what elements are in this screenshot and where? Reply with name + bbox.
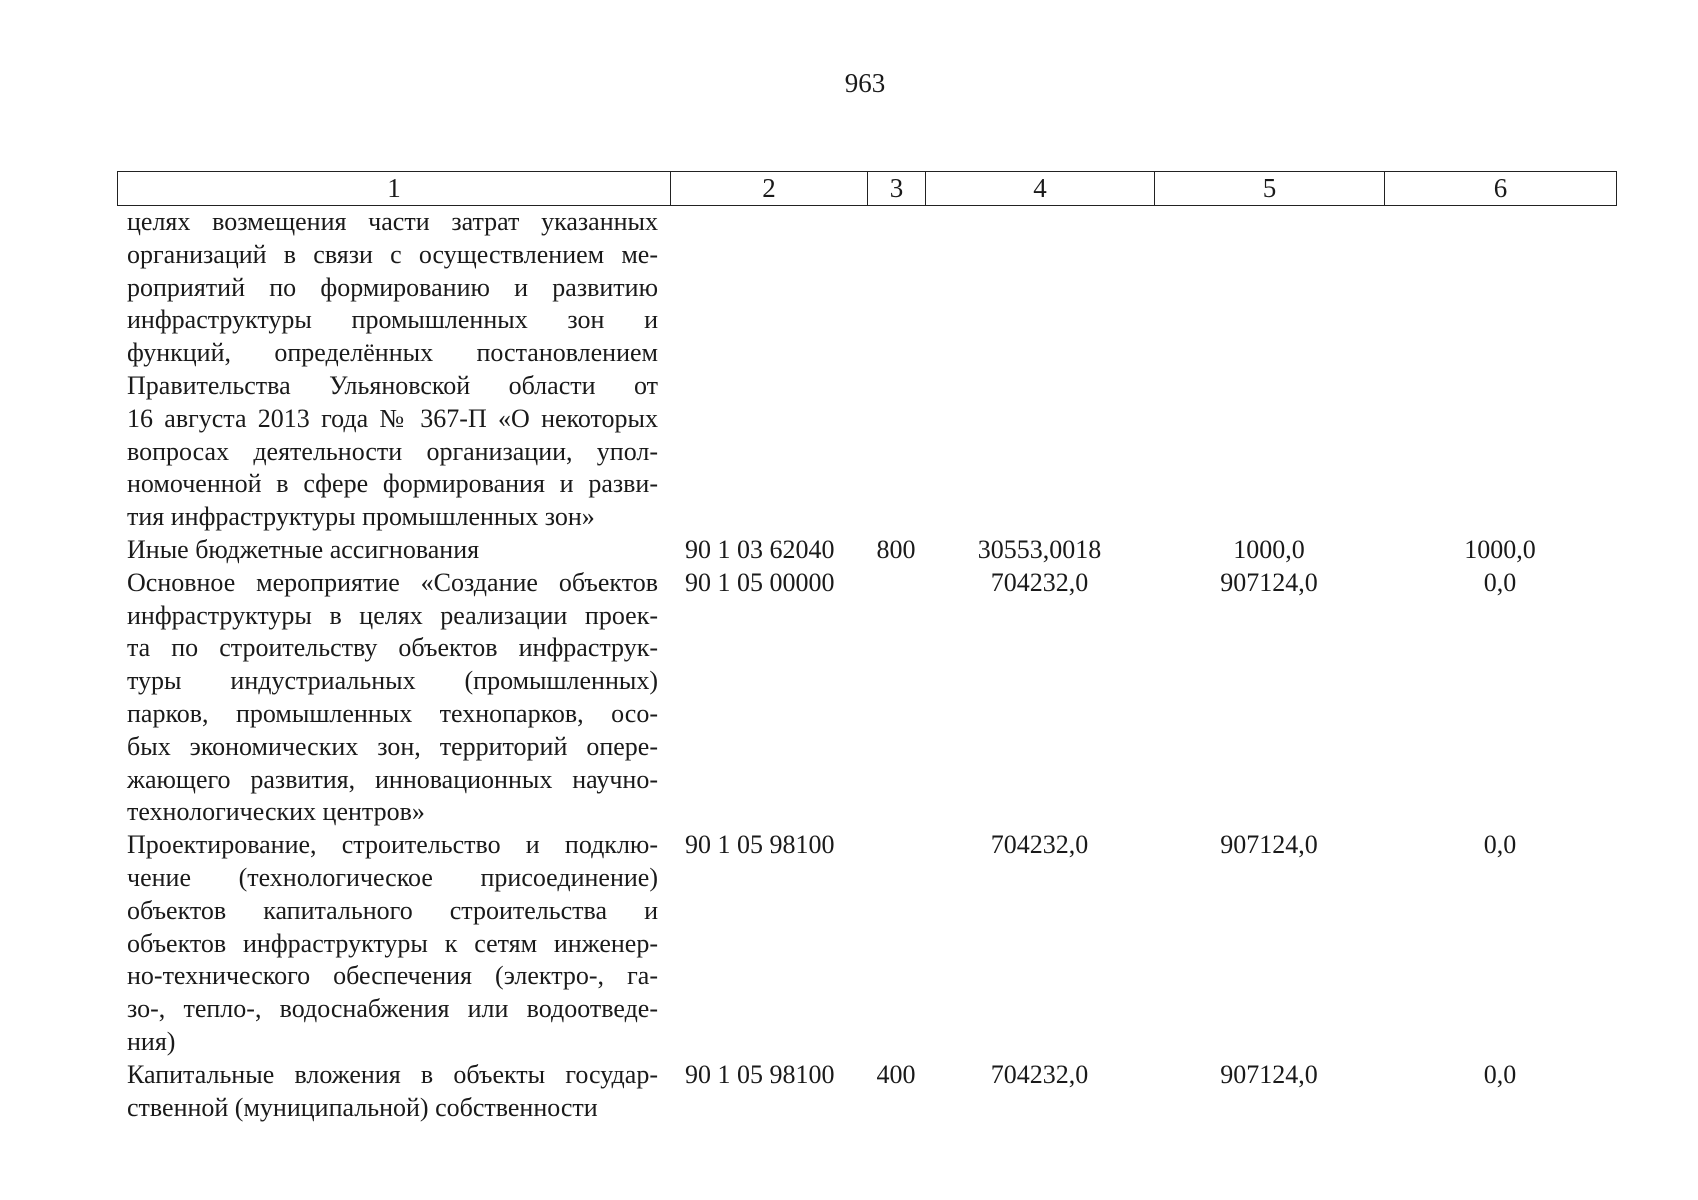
description-line: Иные бюджетные ассигнования [127,534,480,564]
row-value-5: 907124,0 [1220,830,1318,860]
description-line: жающего развития, инновационных научно- [127,764,658,794]
row-value-4: 704232,0 [990,830,1089,860]
description-line: объектов капитального строительства и [127,895,658,925]
row-value-4: 704232,0 [990,1059,1089,1089]
row-value-6: 0,0 [1483,1059,1517,1089]
row-value-4: 30553,0018 [977,534,1102,564]
description-line: зо-, тепло-, водоснабжения или водоотведе- [127,994,658,1024]
description-line: роприятий по формированию и развитию [127,272,658,302]
table-row [117,567,1616,829]
description-line: туры индустриальных (промышленных) [127,666,658,696]
row-value-5: 907124,0 [1220,567,1318,597]
row-value-5 [1154,206,1384,534]
row-category [867,829,925,1059]
row-category [867,567,925,829]
row-value-5: 907124,0 [1220,1059,1318,1089]
description-line: организаций в связи с осуществлением ме- [127,239,658,269]
table-header [117,171,1617,206]
row-value-6: 0,0 [1483,830,1517,860]
description-line: бых экономических зон, территорий опере- [127,731,658,761]
description-line: Капитальные вложения в объекты государ- [127,1059,658,1089]
table-row [117,534,1616,567]
header-col-6: 6 [1385,172,1617,206]
row-code: 90 1 03 62040 [685,534,835,564]
description-line: вопросах деятельности организации, упол- [127,436,658,466]
description-line: чение (технологическое присоединение) [127,862,658,892]
row-code [670,206,867,534]
page-number: 963 [844,68,886,98]
description-line: 16 августа 2013 года № 367-П «О некоторых [127,403,658,433]
row-code: 90 1 05 00000 [685,567,835,597]
description-line: парков, промышленных технопарков, осо- [127,698,658,728]
row-value-6: 0,0 [1483,567,1517,597]
row-description [117,567,670,829]
description-line: Проектирование, строительство и подклю- [127,830,658,860]
row-category: 400 [876,1059,916,1089]
description-line: функций, определённых постановлением [127,338,658,368]
description-line: объектов инфраструктуры к сетям инженер- [127,928,658,958]
row-value-5: 1000,0 [1233,534,1305,564]
header-col-4: 4 [926,172,1155,206]
description-line: целях возмещения части затрат указанных [127,207,658,236]
header-col-5: 5 [1155,172,1385,206]
description-line: тия инфраструктуры промышленных зон» [127,502,595,532]
description-line: инфраструктуры в целях реализации проек- [127,600,658,630]
row-value-6: 1000,0 [1464,534,1536,564]
row-value-4: 704232,0 [990,567,1089,597]
header-col-3: 3 [868,172,926,206]
row-description [117,534,670,567]
header-col-1: 1 [118,172,671,206]
row-code: 90 1 05 98100 [685,1059,835,1089]
table-body [117,206,1616,1124]
header-col-2: 2 [671,172,868,206]
table-row [117,206,1616,534]
row-code: 90 1 05 98100 [685,830,835,860]
description-line: технологических центров» [127,797,425,827]
description-line: Основное мероприятие «Создание объектов [127,567,658,597]
row-description [117,1059,670,1125]
description-line: ственной (муниципальной) собственности [127,1092,598,1122]
description-line: инфраструктуры промышленных зон и [127,305,658,335]
row-category [867,206,925,534]
description-line: номоченной в сфере формирования и разви- [127,469,658,499]
row-description [117,829,670,1059]
row-description [117,206,670,534]
description-line: та по строительству объектов инфраструк- [127,633,658,663]
description-line: Правительства Ульяновской области от [127,370,658,400]
description-line: ния) [127,1026,176,1056]
description-line: но-технического обеспечения (электро-, га- [127,961,658,991]
row-category: 800 [876,534,916,564]
table-row [117,829,1616,1059]
table-row [117,1059,1616,1125]
row-value-4 [925,206,1154,534]
row-value-6 [1384,206,1616,534]
